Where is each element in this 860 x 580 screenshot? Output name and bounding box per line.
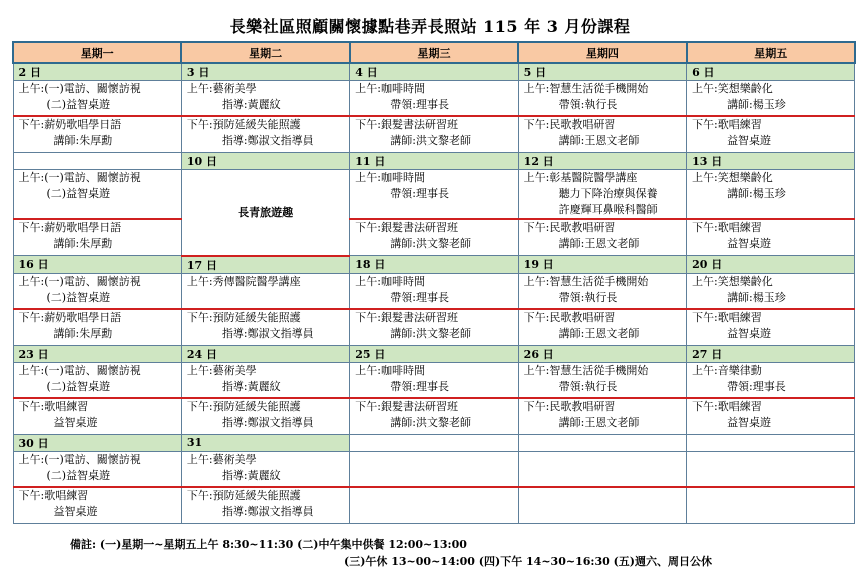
activity-text: 下午:民歌教唱研習 bbox=[523, 118, 616, 131]
date-cell: 6 日 bbox=[687, 63, 855, 81]
date-cell: 10 日 bbox=[181, 153, 349, 170]
morning-cell bbox=[350, 273, 518, 309]
activity-detail: 聽力下降治療與保養 bbox=[558, 187, 658, 200]
morning-row bbox=[13, 273, 855, 309]
afternoon-row bbox=[13, 219, 855, 256]
activity-text: 下午:薪奶歌唱學日語 bbox=[18, 118, 122, 131]
afternoon-cell bbox=[13, 309, 181, 346]
afternoon-cell bbox=[350, 487, 518, 524]
activity-text: 下午:預防延緩失能照護 bbox=[186, 310, 301, 324]
activity-detail: 益智桌遊 bbox=[727, 134, 772, 147]
date-cell: 27 日 bbox=[687, 345, 855, 362]
weekday-header-row bbox=[13, 42, 855, 63]
notes-line-2: (三)午休 13~00~14:00 (四)下午 14~30~16:30 (五)週六、周日公休 bbox=[344, 555, 712, 568]
morning-cell bbox=[518, 451, 686, 487]
date-row bbox=[13, 345, 855, 362]
afternoon-cell bbox=[687, 219, 855, 256]
schedule-table bbox=[12, 41, 856, 524]
morning-cell bbox=[181, 362, 349, 398]
activity-detail: 講師:洪文黎老師 bbox=[390, 237, 471, 250]
afternoon-cell bbox=[687, 487, 855, 524]
activity-text: 下午:銀髮書法研習班 bbox=[355, 310, 458, 324]
activity-detail: 講師:朱厚勳 bbox=[53, 326, 113, 340]
activity-detail: 益智桌遊 bbox=[727, 326, 772, 340]
morning-row bbox=[13, 81, 855, 117]
morning-cell bbox=[687, 362, 855, 398]
morning-cell bbox=[687, 81, 855, 117]
activity-detail: 講師:洪文黎老師 bbox=[390, 415, 471, 429]
activity-text: 上午:(一)電訪、關懷訪視 bbox=[18, 82, 141, 95]
activity-text: 上午:咖啡時間 bbox=[355, 274, 425, 288]
afternoon-cell bbox=[518, 219, 686, 256]
afternoon-cell bbox=[687, 116, 855, 153]
activity-detail: 講師:楊玉珍 bbox=[727, 187, 786, 200]
morning-cell bbox=[518, 362, 686, 398]
morning-cell bbox=[181, 81, 349, 117]
morning-cell bbox=[687, 170, 855, 220]
activity-detail: 講師:洪文黎老師 bbox=[390, 326, 471, 340]
morning-cell bbox=[350, 170, 518, 220]
activity-text: 下午:歌唱練習 bbox=[692, 221, 762, 234]
activity-detail: 指導:黃麗紋 bbox=[221, 98, 281, 111]
activity-text: 下午:歌唱練習 bbox=[692, 310, 762, 324]
activity-detail: 帶領:理事長 bbox=[727, 379, 786, 393]
activity-text: 下午:民歌教唱研習 bbox=[523, 399, 616, 413]
morning-cell bbox=[13, 362, 181, 398]
activity-text: 上午:(一)電訪、關懷訪視 bbox=[18, 363, 141, 377]
date-cell: 4 日 bbox=[350, 63, 518, 81]
morning-cell bbox=[518, 273, 686, 309]
activity-text: 上午:(一)電訪、關懷訪視 bbox=[18, 274, 141, 288]
afternoon-cell bbox=[13, 487, 181, 524]
date-cell: 24 日 bbox=[181, 345, 349, 362]
date-cell: 23 日 bbox=[13, 345, 181, 362]
afternoon-cell bbox=[181, 309, 349, 346]
activity-text: 上午:(一)電訪、關懷訪視 bbox=[18, 452, 141, 466]
date-cell: 30 日 bbox=[13, 434, 181, 451]
activity-detail: 指導:鄭淑文指導員 bbox=[221, 415, 314, 429]
date-cell bbox=[350, 434, 518, 451]
activity-detail: 講師:朱厚勳 bbox=[53, 134, 113, 147]
morning-cell bbox=[181, 451, 349, 487]
afternoon-cell bbox=[518, 398, 686, 435]
weekday-header: 星期一 bbox=[13, 42, 181, 63]
date-cell: 26 日 bbox=[518, 345, 686, 362]
morning-cell bbox=[350, 81, 518, 117]
activity-text: 上午:咖啡時間 bbox=[355, 363, 425, 377]
activity-text: 上午:藝術美學 bbox=[186, 363, 257, 377]
activity-text: 上午:智慧生活從手機開始 bbox=[523, 82, 649, 95]
afternoon-cell bbox=[350, 309, 518, 346]
date-cell: 17 日 bbox=[181, 256, 349, 274]
activity-detail: 講師:王恩文老師 bbox=[558, 134, 640, 147]
activity-detail: 帶領:理事長 bbox=[390, 290, 449, 304]
morning-cell bbox=[687, 273, 855, 309]
activity-text: 下午:歌唱練習 bbox=[692, 399, 762, 413]
morning-row bbox=[13, 362, 855, 398]
afternoon-cell bbox=[518, 487, 686, 524]
afternoon-row bbox=[13, 487, 855, 524]
date-row bbox=[13, 256, 855, 274]
activity-text: 上午:秀傳醫院醫學講座 bbox=[186, 274, 301, 288]
activity-detail: (二)益智桌遊 bbox=[46, 468, 111, 482]
activity-detail: 帶領:理事長 bbox=[390, 187, 449, 200]
afternoon-cell bbox=[687, 398, 855, 435]
activity-text: 上午:智慧生活從手機開始 bbox=[523, 363, 649, 377]
notes-line-1: 備註: (一)星期一~星期五上午 8:30~11:30 (二)中午集中供餐 12:00~13:00 bbox=[70, 538, 467, 551]
activity-detail: 指導:鄭淑文指導員 bbox=[221, 326, 314, 340]
activity-detail: 益智桌遊 bbox=[727, 237, 772, 250]
activity-detail: 帶領:理事長 bbox=[390, 98, 449, 111]
afternoon-cell bbox=[13, 219, 181, 256]
activity-detail: 講師:楊玉珍 bbox=[727, 98, 786, 111]
activity-text: 上午:彰基醫院醫學講座 bbox=[523, 171, 638, 184]
date-cell: 3 日 bbox=[181, 63, 349, 81]
afternoon-cell bbox=[181, 398, 349, 435]
activity-detail: (二)益智桌遊 bbox=[46, 187, 111, 200]
morning-cell bbox=[350, 451, 518, 487]
afternoon-cell bbox=[181, 487, 349, 524]
morning-cell bbox=[181, 273, 349, 309]
morning-cell bbox=[13, 81, 181, 117]
date-cell: 16 日 bbox=[13, 256, 181, 274]
activity-text: 上午:音樂律動 bbox=[692, 363, 762, 377]
activity-text: 上午:(一)電訪、關懷訪視 bbox=[18, 171, 141, 184]
morning-row bbox=[13, 170, 855, 220]
date-cell: 13 日 bbox=[687, 153, 855, 170]
afternoon-row bbox=[13, 309, 855, 346]
afternoon-cell bbox=[518, 116, 686, 153]
activity-text: 下午:預防延緩失能照護 bbox=[186, 488, 301, 502]
date-row bbox=[13, 434, 855, 451]
date-cell: 5 日 bbox=[518, 63, 686, 81]
activity-detail: 帶領:執行長 bbox=[558, 379, 618, 393]
page-title: 長樂社區照顧關懷據點巷弄長照站 115 年 3 月份課程 bbox=[229, 17, 631, 36]
afternoon-cell bbox=[350, 219, 518, 256]
activity-detail: 講師:朱厚勳 bbox=[53, 237, 113, 250]
afternoon-row bbox=[13, 398, 855, 435]
date-cell: 18 日 bbox=[350, 256, 518, 274]
activity-text: 下午:歌唱練習 bbox=[18, 488, 89, 502]
date-cell: 25 日 bbox=[350, 345, 518, 362]
date-cell: 11 日 bbox=[350, 153, 518, 170]
morning-cell bbox=[13, 273, 181, 309]
date-cell: 19 日 bbox=[518, 256, 686, 274]
activity-text: 下午:銀髮書法研習班 bbox=[355, 399, 458, 413]
activity-text: 上午:笑想樂齡化 bbox=[692, 82, 773, 95]
activity-text: 上午:藝術美學 bbox=[186, 452, 257, 466]
activity-text: 上午:咖啡時間 bbox=[355, 171, 425, 184]
date-cell: 31 bbox=[181, 434, 349, 451]
activity-text: 下午:預防延緩失能照護 bbox=[186, 118, 301, 131]
activity-detail: (二)益智桌遊 bbox=[46, 379, 111, 393]
afternoon-cell bbox=[13, 116, 181, 153]
morning-cell bbox=[518, 81, 686, 117]
activity-text: 下午:歌唱練習 bbox=[18, 399, 89, 413]
date-cell: 12 日 bbox=[518, 153, 686, 170]
morning-cell bbox=[13, 170, 181, 220]
activity-text: 下午:預防延緩失能照護 bbox=[186, 399, 301, 413]
morning-cell bbox=[687, 451, 855, 487]
activity-text: 下午:民歌教唱研習 bbox=[523, 221, 616, 234]
afternoon-cell bbox=[687, 309, 855, 346]
activity-detail: 講師:王恩文老師 bbox=[558, 237, 640, 250]
activity-text: 上午:智慧生活從手機開始 bbox=[523, 274, 649, 288]
activity-detail: (二)益智桌遊 bbox=[46, 290, 111, 304]
activity-text: 上午:藝術美學 bbox=[186, 82, 257, 95]
activity-detail: 指導:鄭淑文指導員 bbox=[221, 504, 314, 518]
date-cell bbox=[13, 153, 181, 170]
activity-detail: 講師:洪文黎老師 bbox=[390, 134, 471, 147]
weekday-header: 星期三 bbox=[350, 42, 518, 63]
activity-detail: 許慶輝耳鼻喉科醫師 bbox=[558, 203, 658, 216]
trip-cell: 長青旅遊趣 bbox=[181, 170, 349, 256]
date-cell bbox=[518, 434, 686, 451]
activity-detail: 指導:黃麗紋 bbox=[221, 468, 281, 482]
afternoon-cell bbox=[181, 116, 349, 153]
afternoon-cell bbox=[518, 309, 686, 346]
activity-text: 下午:銀髮書法研習班 bbox=[355, 221, 458, 234]
weekday-header: 星期四 bbox=[518, 42, 686, 63]
activity-detail: 帶領:理事長 bbox=[390, 379, 449, 393]
date-cell: 2 日 bbox=[13, 63, 181, 81]
activity-detail: 帶領:執行長 bbox=[558, 290, 618, 304]
morning-cell bbox=[13, 451, 181, 487]
activity-text: 下午:銀髮書法研習班 bbox=[355, 118, 458, 131]
activity-detail: 益智桌遊 bbox=[53, 504, 98, 518]
activity-text: 下午:薪奶歌唱學日語 bbox=[18, 310, 122, 324]
activity-detail: 益智桌遊 bbox=[727, 415, 772, 429]
morning-cell bbox=[350, 362, 518, 398]
morning-row bbox=[13, 451, 855, 487]
activity-text: 上午:笑想樂齡化 bbox=[692, 171, 773, 184]
date-cell bbox=[687, 434, 855, 451]
activity-detail: 講師:王恩文老師 bbox=[558, 415, 640, 429]
afternoon-row bbox=[13, 116, 855, 153]
date-row bbox=[13, 63, 855, 81]
activity-detail: (二)益智桌遊 bbox=[46, 98, 111, 111]
date-cell: 20 日 bbox=[687, 256, 855, 274]
activity-detail: 講師:楊玉珍 bbox=[727, 290, 786, 304]
weekday-header: 星期二 bbox=[181, 42, 349, 63]
afternoon-cell bbox=[350, 398, 518, 435]
activity-detail: 帶領:執行長 bbox=[558, 98, 618, 111]
activity-detail: 講師:王恩文老師 bbox=[558, 326, 640, 340]
activity-text: 上午:咖啡時間 bbox=[355, 82, 425, 95]
date-row bbox=[13, 153, 855, 170]
activity-detail: 指導:黃麗紋 bbox=[221, 379, 281, 393]
activity-detail: 益智桌遊 bbox=[53, 415, 98, 429]
weekday-header: 星期五 bbox=[687, 42, 855, 63]
activity-text: 上午:笑想樂齡化 bbox=[692, 274, 773, 288]
activity-text: 下午:薪奶歌唱學日語 bbox=[18, 221, 122, 234]
activity-text: 下午:歌唱練習 bbox=[692, 118, 762, 131]
activity-detail: 指導:鄭淑文指導員 bbox=[221, 134, 314, 147]
morning-cell bbox=[518, 170, 686, 220]
afternoon-cell bbox=[350, 116, 518, 153]
activity-text: 下午:民歌教唱研習 bbox=[523, 310, 616, 324]
afternoon-cell bbox=[13, 398, 181, 435]
